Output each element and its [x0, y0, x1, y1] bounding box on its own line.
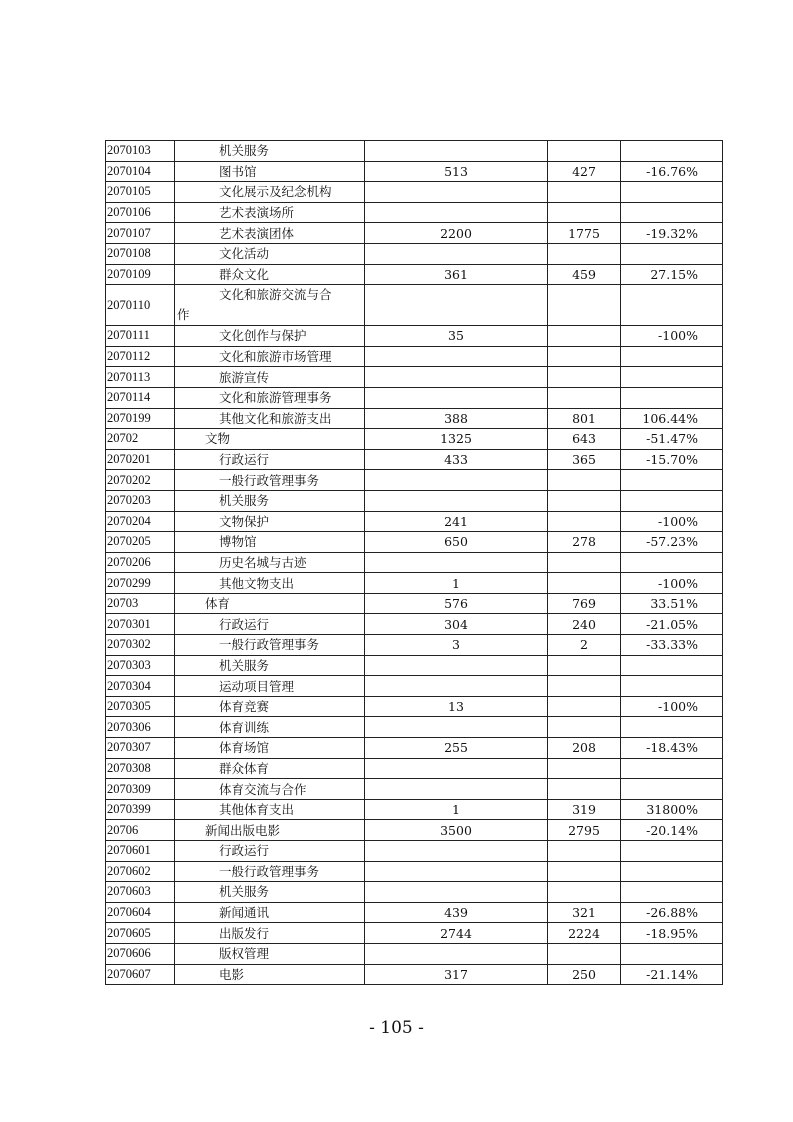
- table-row: [106, 923, 723, 944]
- row-change-pct: [621, 346, 723, 367]
- row-amount-a: [365, 367, 548, 388]
- row-amount-a: 1325: [365, 429, 548, 450]
- row-change-pct: -18.95%: [621, 923, 723, 944]
- row-name: 机关服务: [175, 490, 365, 511]
- row-code: 2070303: [106, 655, 175, 676]
- row-amount-a: 1: [365, 573, 548, 594]
- row-amount-b: 801: [548, 408, 621, 429]
- row-amount-a: [365, 490, 548, 511]
- row-amount-a: [365, 861, 548, 882]
- row-code: 2070201: [106, 449, 175, 470]
- row-change-pct: -100%: [621, 326, 723, 347]
- row-amount-b: [548, 573, 621, 594]
- row-change-pct: 27.15%: [621, 264, 723, 285]
- row-code: 2070110: [106, 285, 175, 326]
- table-row: [106, 552, 723, 573]
- table-row: [106, 696, 723, 717]
- row-amount-a: 433: [365, 449, 548, 470]
- row-code: 2070308: [106, 758, 175, 779]
- table-row: [106, 387, 723, 408]
- row-amount-a: 304: [365, 614, 548, 635]
- row-amount-a: [365, 202, 548, 223]
- row-amount-a: [365, 346, 548, 367]
- row-change-pct: -21.14%: [621, 964, 723, 985]
- row-code: 2070605: [106, 923, 175, 944]
- row-amount-b: [548, 285, 621, 326]
- row-amount-b: 1775: [548, 223, 621, 244]
- row-name: 文化活动: [175, 243, 365, 264]
- row-amount-b: 365: [548, 449, 621, 470]
- row-code: 20703: [106, 593, 175, 614]
- row-name: 机关服务: [175, 882, 365, 903]
- row-amount-b: [548, 861, 621, 882]
- table-row: [106, 511, 723, 532]
- row-amount-b: [548, 717, 621, 738]
- row-name: 出版发行: [175, 923, 365, 944]
- row-change-pct: [621, 470, 723, 491]
- row-name: 一般行政管理事务: [175, 635, 365, 656]
- row-name: 艺术表演团体: [175, 223, 365, 244]
- row-amount-b: [548, 655, 621, 676]
- row-amount-b: 240: [548, 614, 621, 635]
- row-change-pct: -20.14%: [621, 820, 723, 841]
- row-code: 2070607: [106, 964, 175, 985]
- row-change-pct: -19.32%: [621, 223, 723, 244]
- row-amount-a: 361: [365, 264, 548, 285]
- row-name: 博物馆: [175, 532, 365, 553]
- row-code: 2070108: [106, 243, 175, 264]
- row-amount-a: [365, 717, 548, 738]
- row-code: 2070204: [106, 511, 175, 532]
- row-change-pct: -100%: [621, 696, 723, 717]
- row-amount-b: [548, 141, 621, 162]
- row-name: 新闻出版电影: [175, 820, 365, 841]
- row-amount-b: 319: [548, 799, 621, 820]
- table-row: [106, 449, 723, 470]
- table-row: [106, 943, 723, 964]
- row-change-pct: -21.05%: [621, 614, 723, 635]
- table-row: [106, 635, 723, 656]
- row-change-pct: [621, 676, 723, 697]
- row-amount-a: [365, 676, 548, 697]
- table-row: [106, 593, 723, 614]
- table-row: [106, 676, 723, 697]
- row-amount-a: [365, 243, 548, 264]
- row-amount-b: [548, 243, 621, 264]
- table-row: [106, 758, 723, 779]
- row-amount-b: [548, 387, 621, 408]
- page-number: - 105 -: [369, 1018, 424, 1038]
- table-row: [106, 243, 723, 264]
- row-amount-b: 643: [548, 429, 621, 450]
- row-change-pct: [621, 861, 723, 882]
- table-row: [106, 141, 723, 162]
- row-name: 群众体育: [175, 758, 365, 779]
- row-code: 2070206: [106, 552, 175, 573]
- row-amount-a: 2744: [365, 923, 548, 944]
- row-change-pct: -26.88%: [621, 902, 723, 923]
- row-amount-b: [548, 326, 621, 347]
- row-amount-a: [365, 943, 548, 964]
- row-amount-a: 513: [365, 161, 548, 182]
- row-name: 图书馆: [175, 161, 365, 182]
- row-amount-a: [365, 882, 548, 903]
- row-amount-a: [365, 655, 548, 676]
- row-name: 其他体育支出: [175, 799, 365, 820]
- row-amount-a: 3: [365, 635, 548, 656]
- row-name: 旅游宣传: [175, 367, 365, 388]
- row-amount-a: [365, 841, 548, 862]
- row-amount-b: 208: [548, 738, 621, 759]
- row-amount-b: [548, 552, 621, 573]
- row-name: 行政运行: [175, 614, 365, 635]
- row-amount-b: 769: [548, 593, 621, 614]
- row-amount-a: 439: [365, 902, 548, 923]
- row-amount-a: 241: [365, 511, 548, 532]
- row-code: 2070112: [106, 346, 175, 367]
- row-change-pct: -16.76%: [621, 161, 723, 182]
- budget-table: [105, 140, 723, 985]
- row-change-pct: [621, 758, 723, 779]
- row-name: 其他文物支出: [175, 573, 365, 594]
- row-code: 2070304: [106, 676, 175, 697]
- row-code: 2070106: [106, 202, 175, 223]
- row-name: 体育: [175, 593, 365, 614]
- row-amount-b: [548, 882, 621, 903]
- row-code: 2070111: [106, 326, 175, 347]
- row-name: 一般行政管理事务: [175, 861, 365, 882]
- row-change-pct: [621, 490, 723, 511]
- row-name: 版权管理: [175, 943, 365, 964]
- table-row: [106, 161, 723, 182]
- row-code: 20706: [106, 820, 175, 841]
- row-name: 一般行政管理事务: [175, 470, 365, 491]
- row-change-pct: 106.44%: [621, 408, 723, 429]
- row-amount-b: [548, 202, 621, 223]
- row-name: 机关服务: [175, 655, 365, 676]
- row-change-pct: 31800%: [621, 799, 723, 820]
- row-name: 运动项目管理: [175, 676, 365, 697]
- table-row: [106, 285, 723, 326]
- row-amount-b: 2: [548, 635, 621, 656]
- row-amount-a: [365, 141, 548, 162]
- row-code: 2070202: [106, 470, 175, 491]
- table-row: [106, 882, 723, 903]
- row-code: 2070302: [106, 635, 175, 656]
- row-amount-b: 250: [548, 964, 621, 985]
- row-code: 2070203: [106, 490, 175, 511]
- table-row: [106, 470, 723, 491]
- table-row: [106, 902, 723, 923]
- table-row: [106, 490, 723, 511]
- row-name: 行政运行: [175, 841, 365, 862]
- row-change-pct: [621, 285, 723, 326]
- row-amount-a: [365, 552, 548, 573]
- row-code: 2070305: [106, 696, 175, 717]
- row-change-pct: [621, 655, 723, 676]
- row-name: 文化和旅游市场管理: [175, 346, 365, 367]
- row-code: 2070104: [106, 161, 175, 182]
- row-change-pct: [621, 202, 723, 223]
- row-name: 文化展示及纪念机构: [175, 182, 365, 203]
- table-row: [106, 202, 723, 223]
- table-row: [106, 717, 723, 738]
- row-name: [175, 285, 365, 326]
- row-amount-b: [548, 758, 621, 779]
- table-row: [106, 264, 723, 285]
- row-name: 艺术表演场所: [175, 202, 365, 223]
- row-amount-a: 317: [365, 964, 548, 985]
- row-change-pct: -51.47%: [621, 429, 723, 450]
- row-change-pct: [621, 243, 723, 264]
- table-row: [106, 861, 723, 882]
- row-amount-b: 2224: [548, 923, 621, 944]
- row-amount-b: [548, 367, 621, 388]
- row-change-pct: -33.33%: [621, 635, 723, 656]
- row-code: 2070603: [106, 882, 175, 903]
- table-row: [106, 841, 723, 862]
- row-amount-b: 2795: [548, 820, 621, 841]
- row-amount-a: 1: [365, 799, 548, 820]
- table-row: [106, 367, 723, 388]
- table-row: [106, 326, 723, 347]
- row-code: 2070109: [106, 264, 175, 285]
- row-name: 其他文化和旅游支出: [175, 408, 365, 429]
- table-row: [106, 738, 723, 759]
- table-row: [106, 223, 723, 244]
- table-row: [106, 573, 723, 594]
- row-amount-a: 35: [365, 326, 548, 347]
- row-code: 2070606: [106, 943, 175, 964]
- row-change-pct: [621, 182, 723, 203]
- budget-table-body: [106, 141, 723, 985]
- row-amount-b: [548, 696, 621, 717]
- row-change-pct: [621, 841, 723, 862]
- table-row: [106, 964, 723, 985]
- table-row: [106, 346, 723, 367]
- table-row: [106, 532, 723, 553]
- table-row: [106, 779, 723, 800]
- row-amount-a: [365, 779, 548, 800]
- row-amount-a: 13: [365, 696, 548, 717]
- row-code: 2070105: [106, 182, 175, 203]
- row-amount-a: [365, 470, 548, 491]
- row-amount-a: 255: [365, 738, 548, 759]
- row-change-pct: [621, 141, 723, 162]
- row-change-pct: 33.51%: [621, 593, 723, 614]
- row-amount-a: [365, 758, 548, 779]
- row-change-pct: -100%: [621, 511, 723, 532]
- row-name: 文物保护: [175, 511, 365, 532]
- row-change-pct: -15.70%: [621, 449, 723, 470]
- row-amount-a: [365, 387, 548, 408]
- row-change-pct: [621, 882, 723, 903]
- row-amount-b: 459: [548, 264, 621, 285]
- row-name: 群众文化: [175, 264, 365, 285]
- row-code: 20702: [106, 429, 175, 450]
- table-row: [106, 799, 723, 820]
- row-name: 体育交流与合作: [175, 779, 365, 800]
- row-code: 2070107: [106, 223, 175, 244]
- row-change-pct: [621, 387, 723, 408]
- table-row: [106, 614, 723, 635]
- row-amount-a: 3500: [365, 820, 548, 841]
- row-change-pct: -18.43%: [621, 738, 723, 759]
- row-name: 文物: [175, 429, 365, 450]
- row-change-pct: [621, 552, 723, 573]
- row-name: 行政运行: [175, 449, 365, 470]
- row-name: 体育竞赛: [175, 696, 365, 717]
- row-name: 体育训练: [175, 717, 365, 738]
- row-name: 体育场馆: [175, 738, 365, 759]
- row-amount-b: 278: [548, 532, 621, 553]
- table-row: [106, 655, 723, 676]
- row-code: 2070113: [106, 367, 175, 388]
- row-name-line1: 文化和旅游交流与合: [219, 287, 332, 303]
- row-name: 文化和旅游管理事务: [175, 387, 365, 408]
- row-amount-a: [365, 285, 548, 326]
- row-code: 2070399: [106, 799, 175, 820]
- row-change-pct: [621, 943, 723, 964]
- row-amount-a: 650: [365, 532, 548, 553]
- row-amount-a: 576: [365, 593, 548, 614]
- row-change-pct: [621, 779, 723, 800]
- row-name: 历史名城与古迹: [175, 552, 365, 573]
- row-amount-b: [548, 346, 621, 367]
- row-code: 2070602: [106, 861, 175, 882]
- row-amount-b: [548, 490, 621, 511]
- row-amount-b: [548, 779, 621, 800]
- row-change-pct: [621, 717, 723, 738]
- row-code: 2070604: [106, 902, 175, 923]
- row-change-pct: [621, 367, 723, 388]
- row-code: 2070601: [106, 841, 175, 862]
- row-amount-b: [548, 943, 621, 964]
- row-change-pct: -57.23%: [621, 532, 723, 553]
- row-code: 2070199: [106, 408, 175, 429]
- row-name: 文化创作与保护: [175, 326, 365, 347]
- table-row: [106, 820, 723, 841]
- row-code: 2070301: [106, 614, 175, 635]
- row-amount-b: [548, 182, 621, 203]
- row-amount-b: 427: [548, 161, 621, 182]
- row-code: 2070309: [106, 779, 175, 800]
- row-code: 2070205: [106, 532, 175, 553]
- row-name: 机关服务: [175, 141, 365, 162]
- row-amount-b: [548, 511, 621, 532]
- row-code: 2070306: [106, 717, 175, 738]
- row-code: 2070114: [106, 387, 175, 408]
- row-name: 新闻通讯: [175, 902, 365, 923]
- row-amount-b: [548, 841, 621, 862]
- table-row: [106, 408, 723, 429]
- row-code: 2070299: [106, 573, 175, 594]
- row-name-line2: 作: [177, 307, 190, 323]
- row-amount-b: 321: [548, 902, 621, 923]
- row-amount-b: [548, 676, 621, 697]
- row-change-pct: -100%: [621, 573, 723, 594]
- row-amount-a: 388: [365, 408, 548, 429]
- table-row: [106, 429, 723, 450]
- table-row: [106, 182, 723, 203]
- row-code: 2070307: [106, 738, 175, 759]
- row-amount-a: [365, 182, 548, 203]
- row-amount-b: [548, 470, 621, 491]
- row-name: 电影: [175, 964, 365, 985]
- row-amount-a: 2200: [365, 223, 548, 244]
- row-code: 2070103: [106, 141, 175, 162]
